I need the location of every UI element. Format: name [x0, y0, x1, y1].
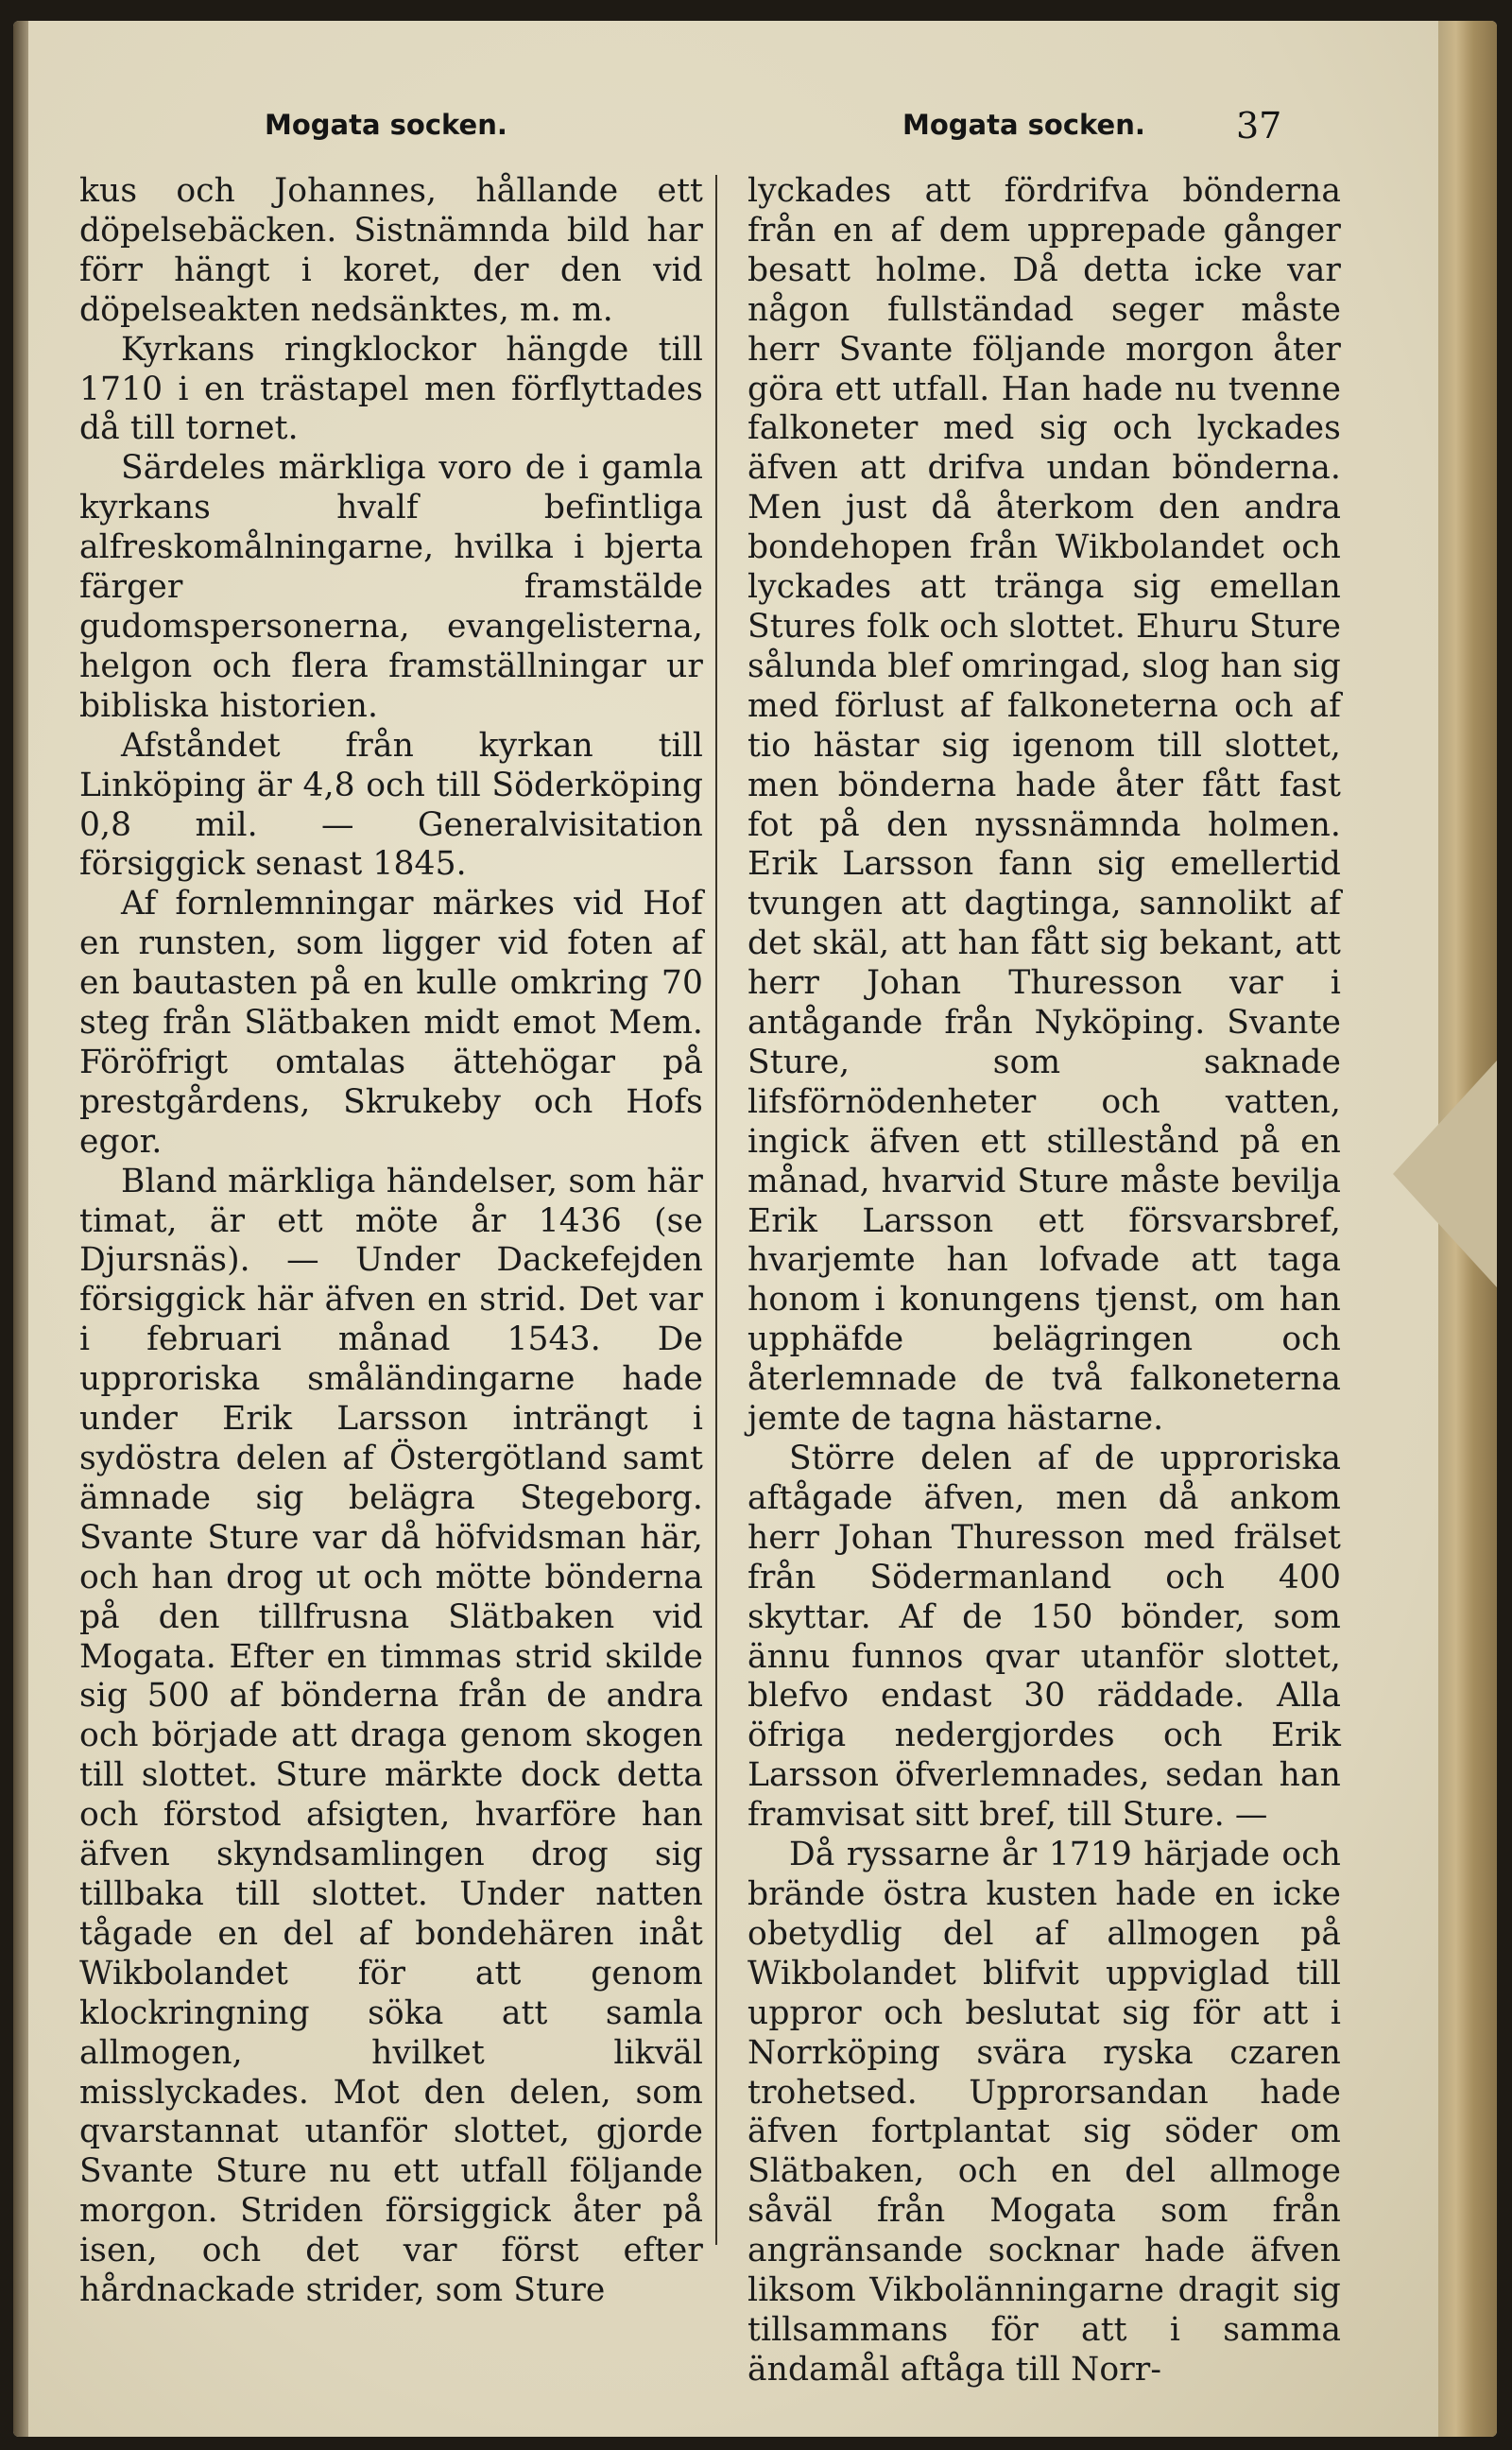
page-tab-marker — [1393, 1061, 1497, 1287]
running-header — [47, 99, 1418, 147]
paragraph: Då ryssarne år 1719 härjade och brände östra kusten hade en icke obetydlig del af allmogen på Wikbolandet blifvit uppviglad till uppror och beslutat sig för att i Norrköping svära ryska czaren trohetsed. Upprorsandan hade äfven fortplantat sig söder om Slätbaken, och en del allmoge såväl från Mogata som från angränsande socknar hade äfven liksom Vikbolänningarne dragit sig tillsammans för att i samma ändamål aftåga till Norr- — [747, 1836, 1341, 2389]
column-divider — [715, 175, 717, 2245]
paragraph: Större delen af de upproriska aftågade äfven, men då ankom herr Johan Thuresson med frälset från Södermanland och 400 skyttar. Af de 150 bönder, som ännu funnos qvar utanför slottet, blefvo endast 30 räddade. Alla öfriga nedergjordes och Erik Larsson öfverlemnades, sedan han framvisat sitt bref, till Sture. — — [747, 1440, 1341, 1835]
right-running-title: Mogata socken. — [902, 109, 1145, 141]
right-column — [747, 172, 1341, 2390]
paragraph: Kyrkans ringklockor hängde till 1710 i en trästapel men förflyttades då till tornet. — [79, 330, 703, 448]
page-gutter — [13, 21, 28, 2437]
page-number: 37 — [1236, 105, 1282, 147]
paragraph: Afståndet från kyrkan till Linköping är 4,8 och till Söderköping 0,8 mil. — Generalvisitation försiggick senast 1845. — [79, 726, 703, 884]
left-running-title: Mogata socken. — [265, 109, 507, 141]
paragraph: Särdeles märkliga voro de i gamla kyrkans hvalf befintliga alfreskomålningarne, hvilka i bjerta färger framstälde gudomspersonerna, evangelisterna, helgon och flera framställningar ur bibliska historien. — [79, 449, 703, 725]
paragraph: Af fornlemningar märkes vid Hof en runsten, som ligger vid foten af en bautasten på en kulle omkring 70 steg från Slätbaken midt emot Mem. Föröfrigt omtalas ättehögar på prestgårdens, Skrukeby och Hofs egor. — [79, 885, 703, 1161]
paragraph: kus och Johannes, hållande ett döpelsebäcken. Sistnämnda bild har förr hängt i koret, der den vid döpelseakten nedsänktes, m. m. — [79, 172, 703, 329]
paragraph: lyckades att fördrifva bönderna från en af dem upprepade gånger besatt holme. Då detta icke var någon fullständad seger måste herr Svante följande morgon åter göra ett utfall. Han hade nu tvenne falkoneter med sig och lyckades äfven att drifva undan bönderna. Men just då återkom den andra bondehopen från Wikbolandet och lyckades att tränga sig emellan Stures folk och slottet. Ehuru Sture sålunda blef omringad, slog han sig med förlust af falkoneterna och af tio hästar sig igenom till slottet, men bönderna hade åter fått fast fot på den nyssnämnda holmen. Erik Larsson fann sig emellertid tvungen att dagtinga, sannolikt af det skäl, att han fått sig bekant, att herr Johan Thuresson var i antågande från Nyköping. Svante Sture, som saknade lifsförnödenheter och vatten, ingick äfven ett stillestånd på en månad, hvarvid Sture måste bevilja Erik Larsson ett försvarsbref, hvarjemte han lofvade att taga honom i konungens tjenst, om han upphäfde belägringen och återlemnade de två falkoneterna jemte de tagna hästarne. — [747, 172, 1342, 1439]
paragraph: Bland märkliga händelser, som här timat, är ett möte år 1436 (se Djursnäs). — Under Dackefejden försiggick här äfven en strid. Det var i februari månad 1543. De upproriska småländingarne hade under Erik Larsson inträngt i sydöstra delen af Östergötland samt ämnade sig belägra Stegeborg. Svante Sture var då höfvidsman här, och han drog ut och mötte bönderna på den tillfrusna Slätbaken vid Mogata. Efter en timmas strid skilde sig 500 af bönderna från de andra och började att draga genom skogen till slottet. Sture märkte dock detta och förstod afsigten, hvarföre han äfven skyndsamlingen drog sig tillbaka till slottet. Under natten tågade en del af bondehären inåt Wikbolandet för att genom klockringning söka att samla allmogen, hvilket likväl misslyckades. Mot den delen, som qvarstannat utanför slottet, gjorde Svante Sture nu ett utfall följande morgon. Striden försiggick åter på isen, och det var först efter hårdnackade strider, som Sture — [79, 1162, 703, 2310]
left-column — [79, 172, 703, 2311]
